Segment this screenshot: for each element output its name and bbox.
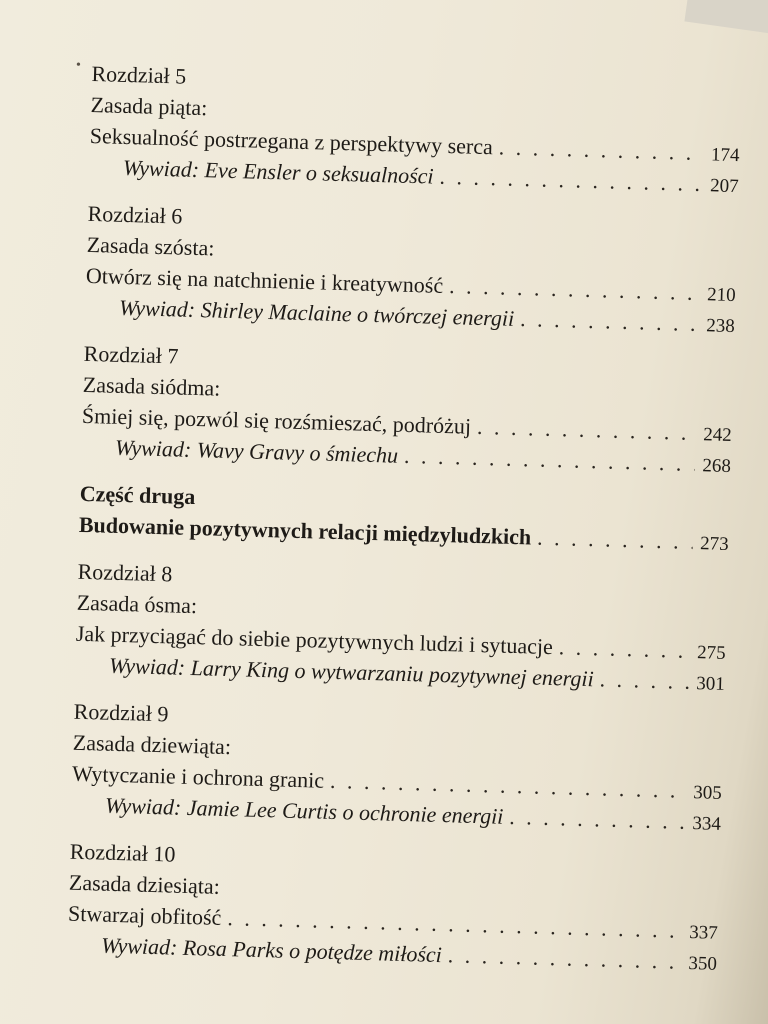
principle-label: Zasada dziesiąta: (68, 869, 221, 899)
principle-label: Zasada szósta: (86, 231, 215, 261)
principle-label: Zasada ósma: (76, 589, 198, 619)
chapter-number: Rozdział 8 (77, 558, 173, 587)
page-number: 174 (710, 144, 740, 167)
page-number: 207 (709, 175, 739, 198)
page-number: 334 (692, 813, 722, 835)
interview-title: Wywiad: Eve Ensler o seksualności (122, 154, 434, 189)
interview-title: Wywiad: Wavy Gravy o śmiechu (114, 434, 399, 468)
page-number: 273 (699, 533, 729, 555)
principle-label: Zasada piąta: (90, 91, 208, 121)
leader-dots (558, 631, 690, 666)
leader-dots (599, 663, 689, 696)
page-mark: • (76, 58, 81, 73)
leader-dots (447, 939, 681, 977)
page-number: 210 (706, 284, 736, 307)
interview-title: Wywiad: Larry King o wytwarzaniu pozytywnej energii (108, 652, 595, 692)
chapter-number: Rozdział 9 (73, 698, 169, 727)
entry-title: Seksualność postrzegana z perspektywy serca (89, 122, 494, 160)
page-number: 242 (702, 424, 733, 447)
page-corner (684, 0, 768, 38)
entry-title: Stwarzaj obfitość (67, 900, 222, 930)
entry-title: Otwórz się na natchnienie i kreatywność (85, 262, 444, 298)
page-number: 268 (702, 455, 732, 477)
principle-label: Zasada dziewiąta: (72, 729, 232, 760)
chapter-number: Rozdział 10 (69, 838, 176, 867)
part-title: Budowanie pozytywnych relacji międzyludzkich (78, 511, 532, 550)
table-of-contents (67, 58, 742, 978)
interview-title: Wywiad: Shirley Maclaine o twórczej energii (118, 294, 515, 331)
principle-label: Zasada siódma: (82, 371, 221, 401)
chapter-number: Rozdział 7 (83, 340, 179, 369)
leader-dots (509, 801, 685, 837)
part-label: Część druga (79, 480, 196, 510)
chapter-number: Rozdział 6 (87, 200, 183, 229)
entry-title: Wytyczanie i ochrona granic (71, 760, 325, 793)
leader-dots (520, 303, 699, 339)
page-number: 275 (696, 642, 726, 664)
interview-title: Wywiad: Rosa Parks o potędze miłości (100, 932, 443, 968)
interview-title: Wywiad: Jamie Lee Curtis o ochronie energii (104, 792, 504, 829)
page-number: 238 (705, 315, 736, 338)
entry-title: Śmiej się, pozwól się rozśmieszać, podróżuj (81, 402, 472, 439)
page-number: 337 (689, 922, 719, 944)
entry-title: Jak przyciągać do siebie pozytywnych ludzi i sytuacje (75, 620, 554, 660)
chapter-number: Rozdział 5 (91, 60, 187, 89)
page-number: 301 (695, 673, 726, 695)
page-number: 305 (692, 782, 723, 804)
leader-dots (537, 522, 693, 557)
page-number: 350 (688, 953, 718, 975)
